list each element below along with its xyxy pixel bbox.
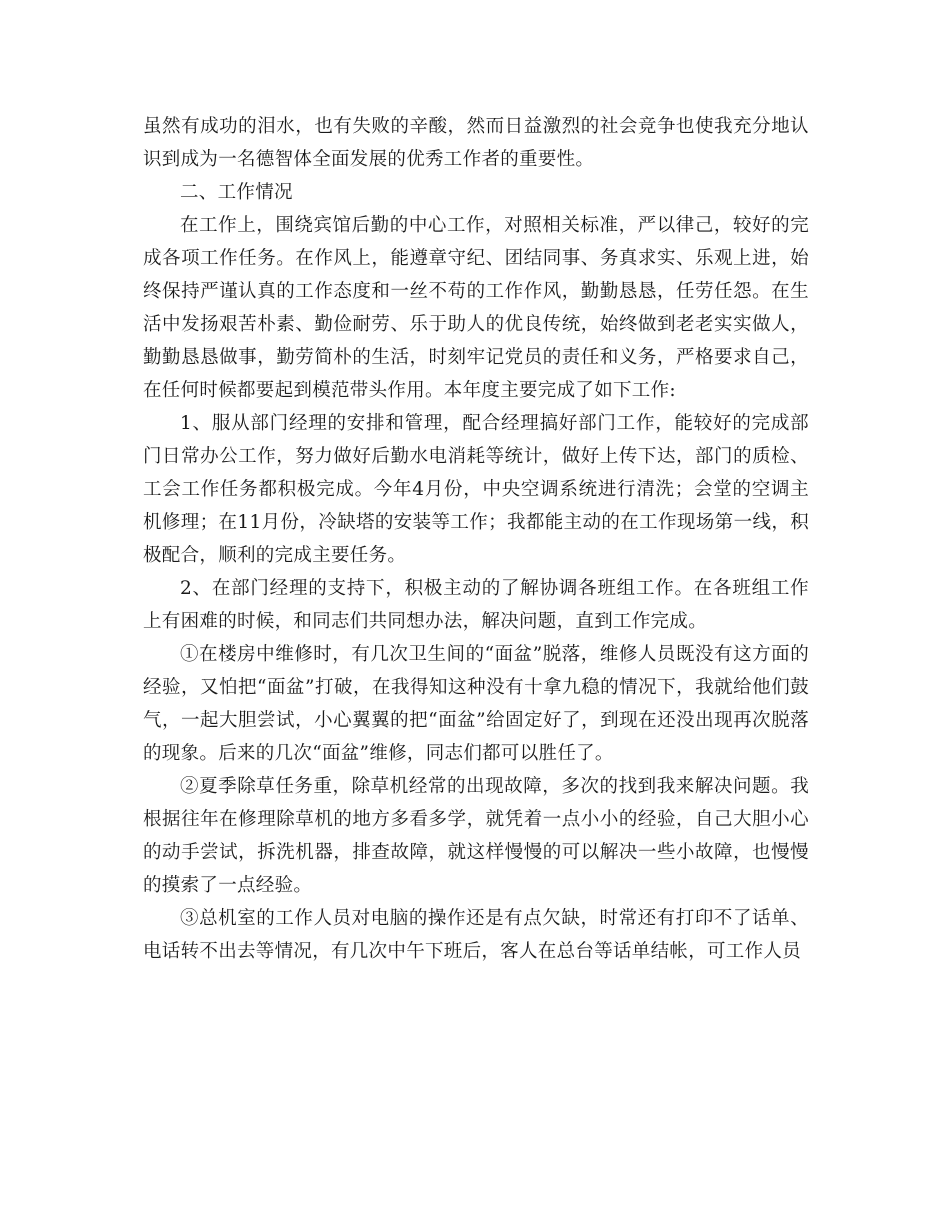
document-body <box>143 110 809 968</box>
paragraph-subitem-3: ③总机室的工作人员对电脑的操作还是有点欠缺，时常还有打印不了话单、电话转不出去等情况，有几次中午下班后，客人在总台等话单结帐，可工作人员 <box>143 908 809 962</box>
section-heading-work-situation: 二、工作情况 <box>180 182 293 203</box>
paragraph-work-overview: 在工作上，围绕宾馆后勤的中心工作，对照相关标准，严以律己，较好的完成各项工作任务。在作风上，能遵章守纪、团结同事、务真求实、乐观上进，始终保持严谨认真的工作态度和一丝不苟的工作作风，勤勤恳恳，任劳任怨。在生活中发扬艰苦朴素、勤俭耐劳、乐于助人的优良传统，始终做到老老实实做人，勤勤恳恳做事，勤劳简朴的生活，时刻牢记党员的责任和义务，严格要求自己，在任何时候都要起到模范带头作用。本年度主要完成了如下工作: <box>143 215 809 401</box>
paragraph-subitem-2: ②夏季除草任务重，除草机经常的出现故障，多次的找到我来解决问题。我根据往年在修理除草机的地方多看多学，就凭着一点小小的经验，自己大胆小心的动手尝试，拆洗机器，排查故障，就这样慢慢的可以解决一些小故障，也慢慢的摸索了一点经验。 <box>143 776 809 896</box>
paragraph-intro-continued: 虽然有成功的泪水，也有失败的辛酸，然而日益激烈的社会竞争也使我充分地认识到成为一名德智体全面发展的优秀工作者的重要性。 <box>143 116 809 170</box>
paragraph-item-2: 2、在部门经理的支持下，积极主动的了解协调各班组工作。在各班组工作上有困难的时候，和同志们共同想办法，解决问题，直到工作完成。 <box>143 578 809 632</box>
paragraph-item-1: 1、服从部门经理的安排和管理，配合经理搞好部门工作，能较好的完成部门日常办公工作，努力做好后勤水电消耗等统计，做好上传下达，部门的质检、工会工作任务都积极完成。今年4月份，中央空调系统进行清洗；会堂的空调主机修理；在11月份，冷缺塔的安装等工作；我都能主动的在工作现场第一线，积极配合，顺利的完成主要任务。 <box>143 413 809 566</box>
paragraph-subitem-1: ①在楼房中维修时，有几次卫生间的“面盆”脱落，维修人员既没有这方面的经验，又怕把“面盆”打破，在我得知这种没有十拿九稳的情况下，我就给他们鼓气，一起大胆尝试，小心翼翼的把“面盆”给固定好了，到现在还没出现再次脱落的现象。后来的几次“面盆”维修，同志们都可以胜任了。 <box>143 644 809 764</box>
